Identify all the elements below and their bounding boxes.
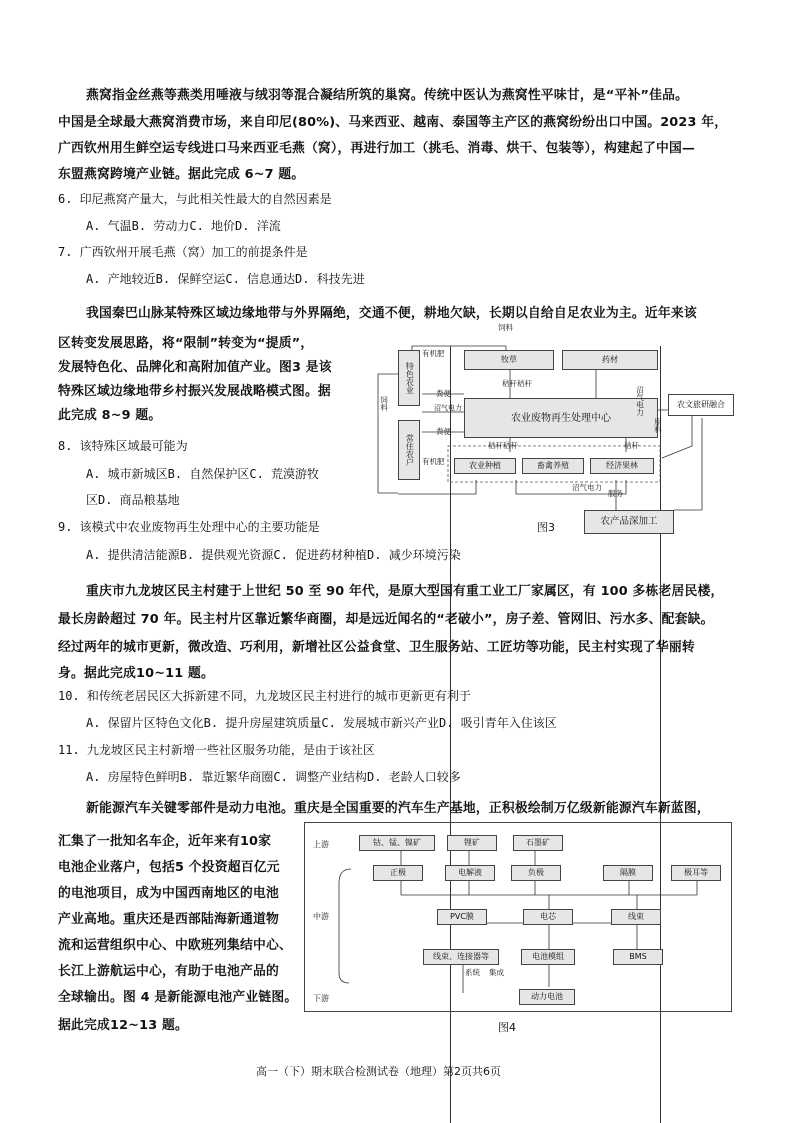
figure-4-caption: 图4 [498,1021,516,1034]
resident-farmers-box: 常住农户 [398,420,420,480]
question-11-options: A. 房屋特色鲜明B. 靠近繁华商圈C. 调整产业结构D. 老龄人口较多 [86,770,461,784]
passage-2-line-3: 发展特色化、品牌化和高附加值产业。图3 是该 [58,360,332,375]
label-service: 服务 [608,489,623,498]
passage-1-line-1: 燕窝指金丝燕等燕类用唾液与绒羽等混合凝结所筑的巢窝。传统中医认为燕窝性平味甘，是“平补”佳品。 [86,88,689,103]
orchard-box: 经济果林 [590,458,654,474]
passage-3-line-3: 经过两年的城市更新，微改造、巧利用，新增社区公益食堂、卫生服务站、工匠坊等功能，民主村实现了华丽转 [58,640,695,655]
question-8-options-1: A. 城市新城区B. 自然保护区C. 荒漠游牧 [86,467,320,481]
label-feed-left: 饲料 [379,396,389,411]
passage-1-line-3: 广西钦州用生鲜空运专线进口马来西亚毛燕（窝），再进行加工（挑毛、消毒、烘干、包装等），构建起了中国— [58,141,696,156]
cathode-box: 正极 [373,865,423,881]
label-feed-top: 饲料 [498,323,513,332]
label-biogas-1: 沼气电力 [434,404,462,412]
figure-3-caption: 图3 [537,521,555,534]
page-footer: 高一（下）期末联合检测试卷（地理）第2页共6页 [256,1065,501,1078]
passage-4-line-9: 据此完成12~13 题。 [58,1018,188,1033]
label-organic-fertilizer-2: 有机肥 [422,457,445,466]
question-9-options: A. 提供清洁能源B. 提供观光资源C. 促进药材种植D. 减少环境污染 [86,548,461,562]
label-manure-2: 粪便 [436,427,451,436]
label-straw-2: 秸秆秸秆 [488,441,518,450]
question-8-options-2: 区D. 商品粮基地 [86,493,180,507]
passage-2-line-2: 区转变发展思路，将“限制”转变为“提质”， [58,336,314,351]
question-7-options: A. 产地较近B. 保鲜空运C. 信息通达D. 科技先进 [86,272,365,286]
livestock-box: 畜禽养殖 [522,458,584,474]
question-8-stem: 8. 该特殊区域最可能为 [58,439,188,453]
label-straw-1: 秸秆秸秆 [502,379,532,388]
passage-2-line-5: 此完成 8~9 题。 [58,408,162,423]
label-downstream: 下游 [313,994,329,1003]
separator-box: 隔膜 [603,865,653,881]
question-6-stem: 6. 印尼燕窝产量大，与此相关性最大的自然因素是 [58,192,332,206]
waste-center-box: 农业废物再生处理中心 [464,398,658,438]
electrolyte-box: 电解液 [445,865,495,881]
label-manure-1: 粪便 [436,389,451,398]
figure-4 [304,822,732,1012]
passage-1-line-4: 东盟燕窝跨境产业链。据此完成 6~7 题。 [58,167,305,182]
question-10-stem: 10. 和传统老居民区大拆新建不同，九龙坡区民主村进行的城市更新更有利于 [58,689,471,703]
label-organic-fertilizer-1: 有机肥 [422,349,445,358]
question-10-options: A. 保留片区特色文化B. 提升房屋建筑质量C. 发展城市新兴产业D. 吸引青年入住该区 [86,716,557,730]
question-11-stem: 11. 九龙坡区民主村新增一些社区服务功能，是由于该社区 [58,743,375,757]
connector-box: 线束、连接器等 [423,949,499,965]
ore-box: 钴、锰、镍矿 [359,835,435,851]
label-biogas-2: 沼气电力 [635,386,645,416]
power-battery-box: 动力电池 [519,989,575,1005]
label-straw-3: 秸秆 [624,441,639,450]
deep-processing-box: 农产品深加工 [584,510,674,534]
passage-3-line-1: 重庆市九龙坡区民主村建于上世纪 50 至 90 年代，是原大型国有重工业工厂家属区，有 100 多栋老居民楼， [86,584,724,599]
label-integration: 集成 [489,968,504,977]
culture-tourism-box: 农文旅研融合 [668,394,734,416]
passage-3-line-2: 最长房龄超过 70 年。民主村片区靠近繁华商圈，却是远近闻名的“老破小”，房子差、管网旧、污水多、配套缺。 [58,612,714,627]
passage-4-line-6: 流和运营组织中心、中欧班列集结中心、 [58,938,292,953]
module-box: 电池模组 [521,949,575,965]
passage-4-line-1: 新能源汽车关键零部件是动力电池。重庆是全国重要的汽车生产基地，正积极绘制万亿级新能源汽车新蓝图， [86,801,710,816]
label-upstream: 上游 [313,840,329,849]
harness-box: 线束 [611,909,661,925]
label-system: 系统 [465,968,480,977]
passage-4-line-5: 产业高地。重庆还是西部陆海新通道物 [58,912,279,927]
label-midstream: 中游 [313,912,329,921]
question-6-options: A. 气温B. 劳动力C. 地价D. 洋流 [86,219,281,233]
tab-box: 极耳等 [671,865,721,881]
cell-box: 电芯 [523,909,573,925]
anode-box: 负极 [511,865,561,881]
passage-1-line-2: 中国是全球最大燕窝消费市场，来自印尼(80%)、马来西亚、越南、泰国等主产区的燕窝纷纷出口中国。2023 年， [58,115,728,130]
passage-4-line-8: 全球输出。图 4 是新能源电池产业链图。 [58,990,298,1005]
passage-4-line-3: 电池企业落户，包括5 个投资超百亿元 [58,860,280,875]
label-biogas-3: 沼气电力 [572,483,602,492]
herbs-box: 药材 [562,350,658,370]
passage-2-line-1: 我国秦巴山脉某特殊区域边缘地带与外界隔绝，交通不便，耕地欠缺，长期以自给自足农业为主。近年来该 [86,306,697,321]
tese-agriculture-box: 特色农业 [398,350,420,406]
question-7-stem: 7. 广西钦州开展毛燕（窝）加工的前提条件是 [58,245,308,259]
figure-4-connectors [305,823,733,1013]
pasture-box: 牧草 [464,350,554,370]
figure-3 [376,318,736,538]
passage-4-line-7: 长江上游航运中心，有助于电池产品的 [58,964,279,979]
graphite-box: 石墨矿 [513,835,563,851]
passage-4-line-4: 的电池项目，成为中国西南地区的电池 [58,886,279,901]
bms-box: BMS [613,949,663,965]
farming-box: 农业种植 [454,458,516,474]
passage-2-line-4: 特殊区域边缘地带乡村振兴发展战略模式图。据 [58,384,331,399]
passage-3-line-4: 身。据此完成10~11 题。 [58,666,214,681]
passage-4-line-2: 汇集了一批知名车企，近年来有10家 [58,834,272,849]
label-raw-material: 原料 [653,418,663,433]
pvc-film-box: PVC膜 [437,909,487,925]
lithium-box: 锂矿 [447,835,497,851]
question-9-stem: 9. 该模式中农业废物再生处理中心的主要功能是 [58,520,320,534]
